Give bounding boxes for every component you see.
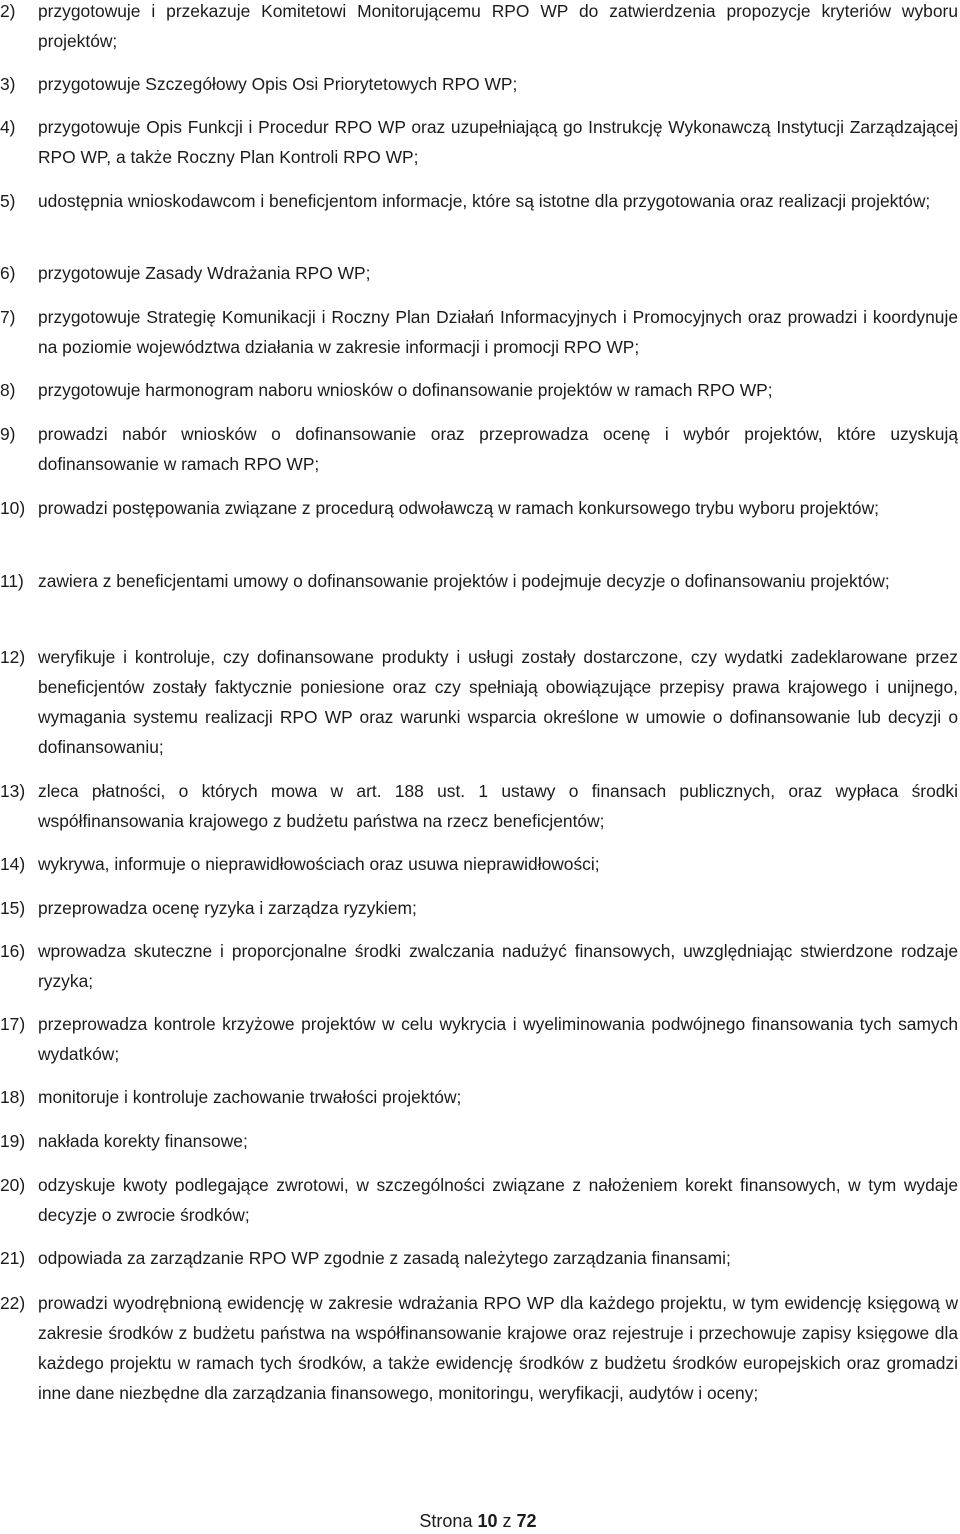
list-item	[0, 0, 958, 56]
item-number: 5)	[0, 191, 16, 211]
item-number: 8)	[0, 380, 16, 400]
item-number: 22)	[0, 1293, 26, 1313]
item-text: wprowadza skuteczne i proporcjonalne środki zwalczania nadużyć finansowych, uwzględniając stwierdzone rodzaje ryzyka;	[38, 941, 958, 991]
item-number: 15)	[0, 898, 26, 918]
item-text: weryfikuje i kontroluje, czy dofinansowane produkty i usługi zostały dostarczone, czy wydatki zadeklarowane przez beneficjentów zostały faktycznie poniesione oraz czy spełniają obowiązujące przepisy prawa krajowego i unijnego, wymagania systemu realizacji RPO WP oraz warunki wsparcia określone w umowie o dofinansowanie lub decyzji o dofinansowaniu;	[38, 647, 958, 757]
list-item	[0, 893, 958, 923]
list-item	[0, 936, 958, 996]
item-number: 16)	[0, 941, 26, 961]
item-number: 19)	[0, 1131, 26, 1151]
list-item	[0, 1126, 958, 1156]
item-text: przygotowuje Szczegółowy Opis Osi Priorytetowych RPO WP;	[38, 74, 518, 94]
item-number: 14)	[0, 854, 26, 874]
item-text: odzyskuje kwoty podlegające zwrotowi, w szczególności związane z nałożeniem korekt finansowych, w tym wydaje decyzje o zwrocie środków;	[38, 1175, 958, 1225]
item-text: wykrywa, informuje o nieprawidłowościach oraz usuwa nieprawidłowości;	[38, 854, 600, 874]
list-item	[0, 112, 958, 172]
item-text: przeprowadza ocenę ryzyka i zarządza ryzykiem;	[38, 898, 417, 918]
item-text: przygotowuje Strategię Komunikacji i Roczny Plan Działań Informacyjnych i Promocyjnych oraz prowadzi i koordynuje na poziomie województwa działania w zakresie informacji i promocji RPO WP;	[38, 307, 958, 357]
item-text: prowadzi nabór wniosków o dofinansowanie oraz przeprowadza ocenę i wybór projektów, które uzyskują dofinansowanie w ramach RPO WP;	[38, 424, 958, 474]
item-number: 11)	[0, 571, 24, 591]
page-footer	[0, 1508, 956, 1534]
list-item	[0, 302, 958, 362]
item-number: 17)	[0, 1014, 26, 1034]
list-item	[0, 375, 958, 405]
list-item	[0, 566, 958, 596]
item-number: 20)	[0, 1175, 26, 1195]
item-text: prowadzi wyodrębnioną ewidencję w zakresie wdrażania RPO WP dla każdego projektu, w tym ewidencję księgową w zakresie środków z budżetu państwa na współfinansowanie krajowe oraz rejestruje i przechowuje zapisy księgowe dla każdego projektu w ramach tych środków, a także ewidencję środków z budżetu środków europejskich oraz gromadzi inne dane niezbędne dla zarządzania finansowego, monitoringu, weryfikacji, audytów i oceny;	[38, 1293, 958, 1403]
list-item	[0, 776, 958, 836]
item-text: przygotowuje harmonogram naboru wniosków o dofinansowanie projektów w ramach RPO WP;	[38, 380, 773, 400]
list-item	[0, 1288, 958, 1408]
item-text: zawiera z beneficjentami umowy o dofinansowanie projektów i podejmuje decyzje o dofinansowaniu projektów;	[38, 571, 890, 591]
item-text: prowadzi postępowania związane z procedurą odwoławczą w ramach konkursowego trybu wyboru projektów;	[38, 498, 879, 518]
item-text: odpowiada za zarządzanie RPO WP zgodnie z zasadą należytego zarządzania finansami;	[38, 1248, 731, 1268]
item-number: 13)	[0, 781, 26, 801]
list-item	[0, 642, 958, 762]
list-item	[0, 69, 958, 99]
item-number: 2)	[0, 1, 16, 21]
item-text: zleca płatności, o których mowa w art. 188 ust. 1 ustawy o finansach publicznych, oraz wypłaca środki współfinansowania krajowego z budżetu państwa na rzecz beneficjentów;	[38, 781, 958, 831]
item-text: przeprowadza kontrole krzyżowe projektów w celu wykrycia i wyeliminowania podwójnego finansowania tych samych wydatków;	[38, 1014, 958, 1064]
item-text: monitoruje i kontroluje zachowanie trwałości projektów;	[38, 1087, 462, 1107]
item-text: przygotowuje Zasady Wdrażania RPO WP;	[38, 263, 371, 283]
list-item	[0, 493, 958, 523]
item-number: 7)	[0, 307, 16, 327]
item-text: udostępnia wnioskodawcom i beneficjentom informacje, które są istotne dla przygotowania oraz realizacji projektów;	[38, 191, 931, 211]
list-item	[0, 1243, 958, 1273]
item-number: 4)	[0, 117, 16, 137]
item-number: 10)	[0, 498, 26, 518]
item-number: 18)	[0, 1087, 26, 1107]
item-number: 21)	[0, 1248, 26, 1268]
page-number-current: 10	[477, 1511, 498, 1531]
list-item	[0, 1009, 958, 1069]
item-number: 6)	[0, 263, 16, 283]
item-text: przygotowuje i przekazuje Komitetowi Monitorującemu RPO WP do zatwierdzenia propozycje kryteriów wyboru projektów;	[38, 1, 958, 51]
item-number: 3)	[0, 74, 16, 94]
item-number: 9)	[0, 424, 16, 444]
list-item	[0, 1082, 958, 1112]
list-item	[0, 419, 958, 479]
item-number: 12)	[0, 647, 26, 667]
item-text: przygotowuje Opis Funkcji i Procedur RPO WP oraz uzupełniającą go Instrukcję Wykonawczą Instytucji Zarządzającej RPO WP, a także Roczny Plan Kontroli RPO WP;	[38, 117, 958, 167]
page-separator: z	[502, 1511, 512, 1531]
page-label: Strona	[419, 1511, 473, 1531]
list-item	[0, 1170, 958, 1230]
page-number-total: 72	[516, 1511, 537, 1531]
item-text: nakłada korekty finansowe;	[38, 1131, 248, 1151]
list-item	[0, 258, 958, 288]
list-item	[0, 186, 958, 216]
list-item	[0, 849, 958, 879]
